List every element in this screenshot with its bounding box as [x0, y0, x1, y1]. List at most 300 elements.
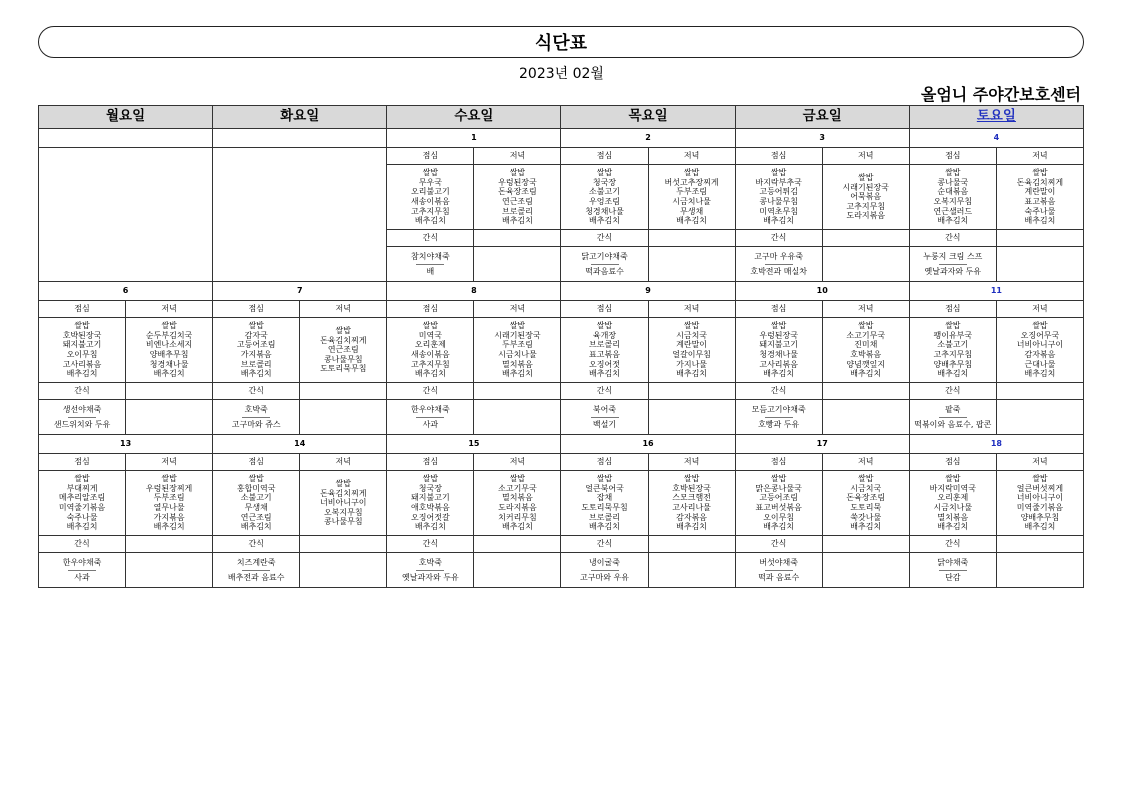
snack-label-empty	[300, 383, 387, 400]
menu-item: 쌀밥	[422, 474, 439, 484]
snack-label: 간식	[909, 383, 996, 400]
menu-item: 쌀밥	[74, 474, 90, 484]
dinner-label: 저녁	[300, 454, 387, 471]
lunch-menu	[39, 318, 126, 383]
menu-item: 고추지무침	[933, 350, 973, 359]
dinner-label: 저녁	[648, 301, 735, 318]
snack-label: 간식	[39, 383, 126, 400]
dinner-label: 저녁	[126, 454, 213, 471]
dinner-label: 저녁	[648, 148, 735, 165]
menu-item: 배추김치	[1024, 522, 1056, 532]
dinner-menu	[300, 318, 387, 383]
menu-item: 고등어튀김	[759, 187, 798, 197]
dinner-label: 저녁	[300, 301, 387, 318]
date-number: 7	[213, 282, 387, 301]
menu-item: 멸치볶음	[501, 493, 533, 503]
menu-item: 스모크햄전	[672, 493, 711, 503]
menu-item: 너비아니구이	[320, 498, 367, 508]
dinner-menu	[648, 165, 735, 230]
dinner-label: 저녁	[648, 454, 735, 471]
menu-item: 양배추무침	[149, 350, 189, 359]
menu-item: 고추지무침	[411, 206, 450, 216]
snack-empty	[300, 553, 387, 588]
menu-item: 애호박볶음	[411, 503, 450, 512]
snack-item: 호박죽	[244, 404, 268, 414]
menu-item: 소불고기	[240, 493, 272, 503]
lunch-label: 점심	[387, 148, 474, 165]
lunch-menu	[213, 318, 300, 383]
snack-item: 버섯야채죽	[759, 557, 798, 567]
menu-item: 얼큰버섯찌게	[1016, 483, 1064, 493]
menu-row	[39, 318, 1084, 383]
snack-empty	[126, 553, 213, 588]
dinner-menu	[648, 318, 735, 383]
menu-item: 호박된장국	[672, 483, 711, 493]
snack-item: 치즈계란죽	[236, 557, 276, 567]
snack-menu	[387, 400, 474, 435]
snack-menu	[39, 400, 126, 435]
snack-item: 북어죽	[592, 404, 617, 414]
menu-item: 새송이볶음	[411, 350, 450, 359]
menu-item: 쌀밥	[683, 321, 700, 331]
menu-item: 비엔나소세지	[145, 340, 193, 350]
snack-divider	[765, 570, 793, 571]
menu-item: 오징어젓갈	[411, 512, 450, 522]
menu-item: 배추김치	[501, 216, 533, 226]
snack-empty	[822, 553, 909, 588]
snack-label-empty	[474, 383, 561, 400]
snack-menu	[387, 553, 474, 588]
menu-item: 돈육장조림	[846, 493, 886, 503]
snack-empty	[996, 247, 1083, 282]
menu-item: 시금치나물	[933, 503, 973, 512]
menu-item: 열무나물	[153, 503, 185, 512]
menu-item: 숙주나물	[66, 512, 98, 522]
menu-item: 쌀밥	[509, 168, 526, 178]
menu-item: 가지나물	[676, 359, 708, 369]
menu-item: 얼갈이무침	[672, 350, 711, 359]
lunch-label: 점심	[39, 301, 126, 318]
menu-item: 돈육김치찌게	[1016, 177, 1064, 187]
snack-menu	[735, 553, 822, 588]
dinner-menu	[474, 165, 561, 230]
snack-divider	[591, 264, 619, 265]
menu-item: 시금치국	[850, 483, 882, 493]
snack-item: 사과	[74, 572, 90, 582]
snack-item: 떡과 음료수	[758, 572, 800, 582]
menu-item: 쌀밥	[1032, 321, 1048, 331]
snack-divider	[765, 417, 793, 418]
dinner-label: 저녁	[474, 454, 561, 471]
menu-item: 고등어조림	[759, 493, 798, 503]
snack-label-empty	[996, 230, 1083, 247]
menu-item: 고사리볶음	[62, 359, 102, 369]
menu-item: 감자볶음	[1024, 350, 1056, 359]
snack-label-empty	[996, 383, 1083, 400]
date-number: 8	[387, 282, 561, 301]
dinner-menu	[822, 165, 909, 230]
menu-item: 쌀밥	[1032, 474, 1048, 484]
menu-item: 시래기된장국	[494, 330, 541, 340]
snack-label: 간식	[387, 536, 474, 553]
dinner-menu	[996, 165, 1083, 230]
snack-label-empty	[648, 536, 735, 553]
date-number: 1	[387, 129, 561, 148]
menu-item: 돈육장조림	[498, 187, 537, 197]
menu-item: 청경채나물	[149, 359, 189, 369]
menu-item: 메추리알조림	[58, 493, 106, 503]
snack-item: 호빵과 두유	[758, 419, 800, 429]
menu-item: 오징어무국	[1020, 330, 1060, 340]
snack-label: 간식	[735, 536, 822, 553]
menu-item: 미역줄기볶음	[1016, 503, 1064, 512]
lunch-menu	[735, 318, 822, 383]
menu-item: 육개장	[592, 330, 617, 340]
snack-item: 닭고기야채죽	[581, 251, 628, 261]
dinner-menu	[822, 318, 909, 383]
menu-item: 양념깻잎지	[846, 359, 886, 369]
date-row	[39, 282, 1084, 301]
menu-item: 배추김치	[153, 522, 185, 532]
center-name: 올엄니 주야간보호센터	[920, 85, 1081, 104]
snack-menu	[213, 400, 300, 435]
date-number: 15	[387, 435, 561, 454]
menu-item: 쌀밥	[770, 168, 787, 178]
weekday-header: 화요일	[213, 106, 387, 129]
weekday-header: 금요일	[735, 106, 909, 129]
snack-divider	[591, 417, 619, 418]
snack-divider	[939, 264, 967, 265]
menu-item: 치커리무침	[498, 512, 537, 522]
lunch-label: 점심	[561, 148, 648, 165]
menu-item: 배추김치	[937, 216, 969, 226]
menu-item: 쌀밥	[248, 321, 264, 331]
menu-item: 배추김치	[589, 369, 620, 379]
empty-day-cell	[39, 148, 213, 282]
menu-item: 쌀밥	[770, 474, 787, 484]
menu-item: 바지락부추국	[755, 177, 802, 187]
snack-empty	[648, 247, 735, 282]
lunch-menu	[387, 471, 474, 536]
menu-item: 표고볶음	[1024, 197, 1056, 206]
menu-item: 청경채나물	[759, 350, 798, 359]
menu-item: 쌀밥	[770, 321, 787, 331]
snack-divider	[591, 570, 619, 571]
menu-item: 쑥갓나물	[850, 512, 882, 522]
menu-item: 돈육김치찌게	[320, 488, 367, 498]
snack-empty	[822, 247, 909, 282]
menu-item: 연근샐러드	[933, 206, 973, 216]
dinner-menu	[474, 318, 561, 383]
snack-label: 간식	[561, 383, 648, 400]
menu-item: 소불고기	[589, 187, 620, 197]
menu-item: 연근조림	[501, 197, 533, 206]
menu-item: 시래기된장국	[842, 182, 889, 192]
menu-item: 계란말이	[1024, 187, 1056, 197]
menu-item: 연근조림	[327, 345, 359, 355]
date-number	[39, 129, 213, 148]
menu-item: 배추김치	[414, 369, 446, 379]
snack-menu	[387, 247, 474, 282]
menu-item: 무생채	[244, 503, 268, 512]
menu-item: 배추김치	[937, 522, 969, 532]
menu-item: 너비아니구이	[1016, 493, 1064, 503]
snack-empty	[474, 553, 561, 588]
menu-item: 오리불고기	[411, 187, 450, 197]
dinner-menu	[996, 318, 1083, 383]
menu-item: 호박된장국	[62, 330, 102, 340]
menu-item: 미역줄기볶음	[58, 503, 106, 512]
menu-item: 계란말이	[676, 340, 708, 350]
snack-empty	[474, 400, 561, 435]
menu-item: 고사리나물	[672, 503, 711, 512]
date-number: 4	[909, 129, 1083, 148]
lunch-label: 점심	[735, 301, 822, 318]
snack-divider	[242, 570, 270, 571]
snack-label: 간식	[909, 536, 996, 553]
snack-empty	[126, 400, 213, 435]
menu-item: 미역초무침	[759, 206, 798, 216]
menu-item: 시금치국	[676, 330, 708, 340]
snack-row	[39, 553, 1084, 588]
dinner-menu	[996, 471, 1083, 536]
menu-item: 배추김치	[414, 522, 446, 532]
snack-label: 간식	[387, 230, 474, 247]
menu-item: 진미채	[854, 340, 878, 350]
snack-divider	[939, 417, 967, 418]
menu-item: 배추김치	[589, 522, 620, 532]
menu-item: 브로콜리	[589, 512, 620, 522]
menu-item: 쌀밥	[858, 474, 874, 484]
snack-divider	[68, 570, 96, 571]
meal-label-row	[39, 148, 1084, 165]
menu-item: 감자볶음	[676, 512, 708, 522]
menu-item: 쌀밥	[1032, 168, 1048, 178]
snack-label-empty	[822, 536, 909, 553]
weekday-header: 목요일	[561, 106, 735, 129]
snack-menu	[909, 247, 996, 282]
menu-item: 버섯고추장찌게	[664, 177, 719, 187]
date-number: 11	[909, 282, 1083, 301]
snack-empty	[474, 247, 561, 282]
menu-item: 배추김치	[240, 522, 272, 532]
menu-item: 쌀밥	[422, 321, 439, 331]
snack-label-empty	[822, 230, 909, 247]
lunch-menu	[909, 165, 996, 230]
snack-divider	[765, 264, 793, 265]
dinner-label: 저녁	[996, 454, 1083, 471]
menu-item: 도라지볶음	[498, 503, 537, 512]
dinner-menu	[648, 471, 735, 536]
lunch-label: 점심	[909, 301, 996, 318]
menu-item: 멸치볶음	[937, 512, 969, 522]
snack-item: 모듬고기야채죽	[751, 404, 806, 414]
menu-item: 브로콜리	[240, 359, 272, 369]
snack-label: 간식	[39, 536, 126, 553]
snack-menu	[39, 553, 126, 588]
menu-item: 오리훈제	[937, 493, 969, 503]
dinner-label: 저녁	[474, 301, 561, 318]
menu-item: 멸치볶음	[501, 359, 533, 369]
snack-menu	[213, 553, 300, 588]
menu-item: 표고볶음	[589, 350, 620, 359]
snack-menu	[909, 400, 996, 435]
snack-divider	[416, 264, 444, 265]
menu-item: 새송이볶음	[411, 197, 450, 206]
menu-item: 배추김치	[501, 522, 533, 532]
menu-item: 양배추무침	[933, 359, 973, 369]
lunch-label: 점심	[561, 454, 648, 471]
date-number: 2	[561, 129, 735, 148]
snack-label: 간식	[561, 230, 648, 247]
menu-item: 가지볶음	[153, 512, 185, 522]
menu-item: 시금치나물	[672, 197, 711, 206]
menu-item: 소고기무국	[498, 483, 537, 493]
snack-item: 팥죽	[945, 404, 961, 414]
snack-item: 배추전과 음료수	[227, 572, 285, 582]
menu-title: 식단표	[38, 26, 1084, 58]
menu-item: 콩나물무침	[323, 517, 363, 527]
menu-item: 배추김치	[153, 369, 185, 379]
snack-label: 간식	[909, 230, 996, 247]
menu-item: 시금치나물	[498, 350, 537, 359]
snack-item: 배	[426, 266, 435, 276]
date-number: 16	[561, 435, 735, 454]
snack-item: 한우야채죽	[62, 557, 102, 567]
menu-item: 돼지불고기	[62, 340, 102, 350]
menu-item: 배추김치	[937, 369, 969, 379]
snack-label-empty	[474, 536, 561, 553]
snack-empty	[822, 400, 909, 435]
snack-empty	[648, 400, 735, 435]
menu-item: 배추김치	[763, 369, 795, 379]
menu-item: 도토리묵	[850, 503, 882, 512]
menu-item: 쌀밥	[335, 479, 351, 489]
menu-item: 양배추무침	[1020, 512, 1060, 522]
lunch-menu	[735, 471, 822, 536]
snack-label-row	[39, 383, 1084, 400]
menu-item: 콩나물무침	[759, 197, 798, 206]
menu-item: 표고버섯볶음	[755, 503, 802, 512]
snack-label: 간식	[735, 230, 822, 247]
menu-item: 너비아니구이	[1016, 340, 1064, 350]
snack-divider	[242, 417, 270, 418]
snack-menu	[735, 400, 822, 435]
menu-item: 청국장	[418, 483, 442, 493]
menu-item: 배추김치	[1024, 369, 1056, 379]
menu-item: 쌀밥	[509, 474, 526, 484]
dinner-label: 저녁	[822, 454, 909, 471]
menu-item: 배추김치	[1024, 216, 1056, 226]
snack-label: 간식	[213, 383, 300, 400]
snack-label-empty	[648, 383, 735, 400]
menu-item: 쌀밥	[74, 321, 90, 331]
snack-label: 간식	[213, 536, 300, 553]
snack-item: 떡과음료수	[585, 266, 624, 276]
menu-item: 도토리묵무침	[581, 503, 628, 512]
menu-item: 무생채	[679, 206, 704, 216]
menu-item: 두부조림	[153, 493, 185, 503]
menu-item: 근대나물	[1024, 359, 1056, 369]
menu-item: 순두부김치국	[145, 330, 193, 340]
menu-item: 오징어젓	[589, 359, 620, 369]
lunch-menu	[561, 318, 648, 383]
menu-item: 쌀밥	[335, 326, 351, 336]
menu-item: 배추김치	[501, 369, 533, 379]
menu-item: 쌀밥	[858, 321, 874, 331]
snack-menu	[561, 400, 648, 435]
meal-label-row	[39, 301, 1084, 318]
snack-item: 호박전과 매실차	[750, 266, 807, 276]
dinner-menu	[126, 318, 213, 383]
date-number: 9	[561, 282, 735, 301]
lunch-menu	[387, 165, 474, 230]
menu-item: 고사리볶음	[759, 359, 798, 369]
dinner-menu	[300, 471, 387, 536]
snack-divider	[416, 417, 444, 418]
date-number: 13	[39, 435, 213, 454]
lunch-menu	[387, 318, 474, 383]
menu-item: 도라지볶음	[846, 211, 886, 221]
lunch-menu	[909, 318, 996, 383]
menu-item: 부대찌게	[66, 483, 98, 493]
snack-item: 고구마와 쥬스	[231, 419, 281, 429]
menu-item: 청국장	[592, 177, 617, 187]
snack-divider	[416, 570, 444, 571]
menu-item: 우엉조림	[589, 197, 620, 206]
menu-item: 연근조림	[240, 512, 272, 522]
menu-item: 어묵볶음	[850, 192, 882, 202]
menu-item: 쌀밥	[945, 168, 961, 178]
snack-label-empty	[474, 230, 561, 247]
snack-empty	[648, 553, 735, 588]
weekday-header-saturday: 토요일	[909, 106, 1083, 129]
lunch-label: 점심	[909, 454, 996, 471]
snack-label-empty	[822, 383, 909, 400]
dinner-label: 저녁	[822, 301, 909, 318]
snack-item: 옛날과자와 두유	[402, 572, 459, 582]
menu-item: 배추김치	[589, 216, 620, 226]
menu-item: 오복지무침	[323, 507, 363, 517]
snack-item: 고구마와 우유	[580, 572, 629, 582]
date-number: 14	[213, 435, 387, 454]
date-number: 6	[39, 282, 213, 301]
lunch-menu	[39, 471, 126, 536]
snack-item: 생선야채죽	[62, 404, 102, 414]
menu-item: 배추김치	[850, 369, 882, 379]
menu-item: 돼지불고기	[759, 340, 798, 350]
snack-row	[39, 400, 1084, 435]
snack-label-empty	[126, 383, 213, 400]
menu-item: 쌀밥	[945, 321, 961, 331]
lunch-label: 점심	[735, 454, 822, 471]
dinner-label: 저녁	[996, 148, 1083, 165]
snack-empty	[996, 400, 1083, 435]
snack-label-row	[39, 536, 1084, 553]
menu-item: 콩나물무침	[323, 354, 363, 364]
snack-menu	[561, 553, 648, 588]
snack-item: 단감	[945, 572, 961, 582]
snack-empty	[996, 553, 1083, 588]
snack-label-empty	[648, 230, 735, 247]
menu-item: 감자국	[244, 330, 268, 340]
menu-item: 호박볶음	[850, 350, 882, 359]
calendar-body	[39, 129, 1084, 588]
lunch-label: 점심	[735, 148, 822, 165]
date-row	[39, 435, 1084, 454]
snack-item: 닭야채죽	[937, 557, 969, 567]
snack-divider	[68, 417, 96, 418]
